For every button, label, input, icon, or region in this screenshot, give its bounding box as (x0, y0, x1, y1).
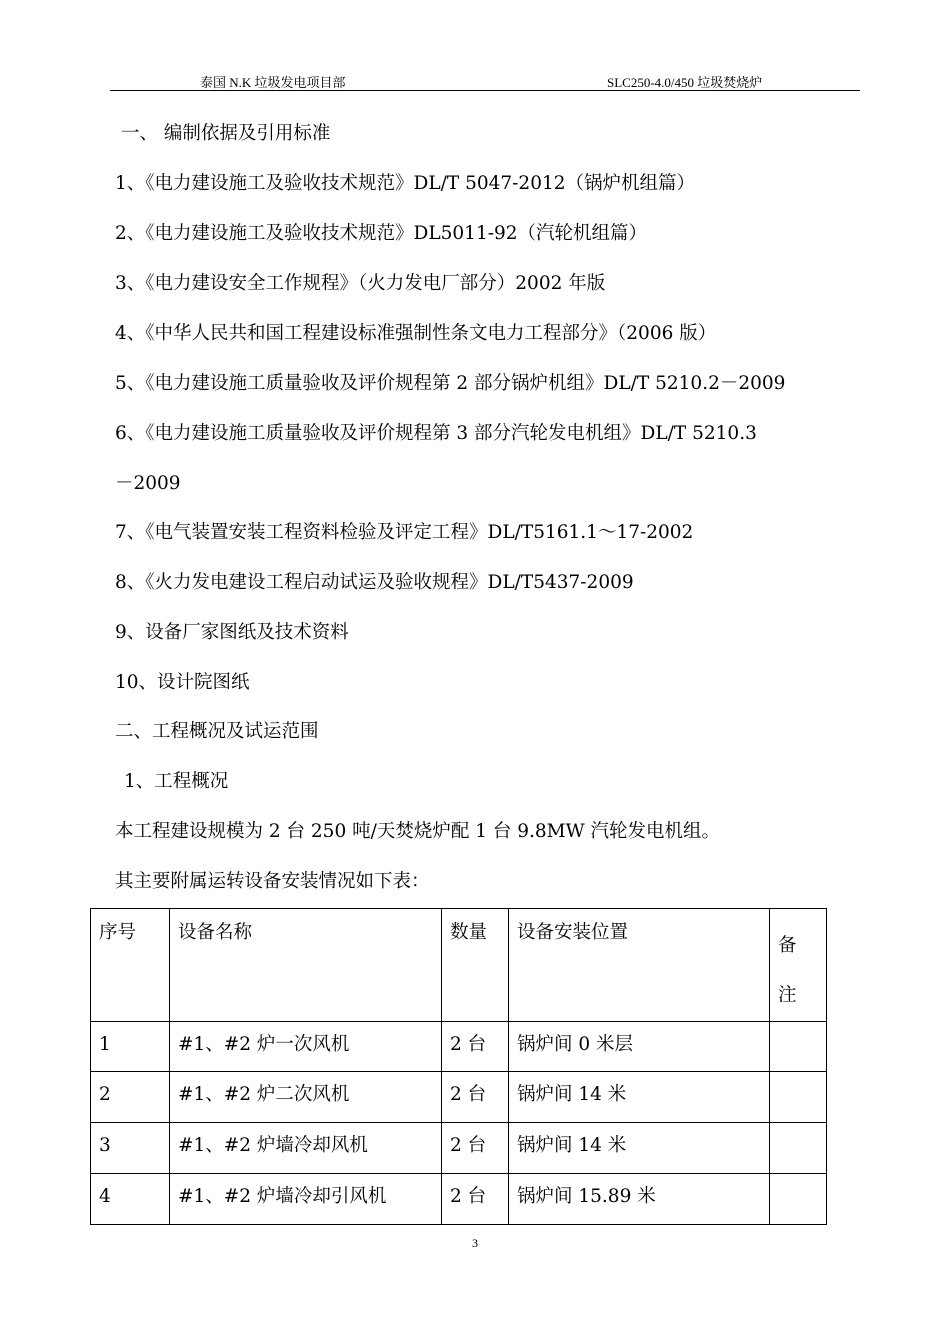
row-install-location: 锅炉间 14 米 (509, 1123, 770, 1174)
row-serial-no: 2 (91, 1072, 170, 1123)
table-intro-paragraph: 其主要附属运转设备安装情况如下表： (115, 871, 430, 892)
table-row (91, 1123, 827, 1174)
reference-8: 8、《火力发电建设工程启动试运及验收规程》DL/T5437-2009 (115, 572, 634, 593)
header-install-location: 设备安装位置 (509, 909, 770, 1022)
row-equipment-name: #1、#2 炉墙冷却引风机 (170, 1174, 442, 1225)
row-equipment-name: #1、#2 炉二次风机 (170, 1072, 442, 1123)
section-2-title: 二、工程概况及试运范围 (115, 721, 319, 742)
header-project-name: 泰国 N.K 垃圾发电项目部 (200, 75, 346, 90)
row-quantity: 2 台 (442, 1123, 509, 1174)
reference-3: 3、《电力建设安全工作规程》（火力发电厂部分）2002 年版 (115, 273, 606, 294)
page-header (110, 70, 860, 91)
row-quantity: 2 台 (442, 1022, 509, 1072)
row-remarks (770, 1072, 827, 1123)
header-remarks: 备 注 (770, 909, 827, 1022)
row-install-location: 锅炉间 15.89 米 (509, 1174, 770, 1225)
row-equipment-name: #1、#2 炉墙冷却风机 (170, 1123, 442, 1174)
row-remarks (770, 1022, 827, 1072)
row-install-location: 锅炉间 14 米 (509, 1072, 770, 1123)
header-equipment-model: SLC250-4.0/450 垃圾焚烧炉 (607, 75, 763, 90)
row-install-location: 锅炉间 0 米层 (509, 1022, 770, 1072)
reference-9: 9、设备厂家图纸及技术资料 (115, 622, 349, 643)
row-equipment-name: #1、#2 炉一次风机 (170, 1022, 442, 1072)
reference-5: 5、《电力建设施工质量验收及评价规程第 2 部分锅炉机组》DL/T 5210.2－2009 (115, 373, 786, 394)
header-equipment-name: 设备名称 (170, 909, 442, 1022)
row-serial-no: 4 (91, 1174, 170, 1225)
reference-6: 6、《电力建设施工质量验收及评价规程第 3 部分汽轮发电机组》DL/T 5210.3 (115, 423, 757, 444)
reference-10: 10、设计院图纸 (115, 672, 250, 693)
reference-4: 4、《中华人民共和国工程建设标准强制性条文电力工程部分》（2006 版） (115, 323, 717, 344)
project-scale-paragraph: 本工程建设规模为 2 台 250 吨/天焚烧炉配 1 台 9.8MW 汽轮发电机组。 (115, 821, 721, 842)
page-number: 3 (472, 1236, 478, 1250)
row-serial-no: 1 (91, 1022, 170, 1072)
subsection-title: 1、工程概况 (124, 771, 229, 792)
table-row (91, 1022, 827, 1072)
reference-6-continued: －2009 (115, 473, 181, 494)
row-quantity: 2 台 (442, 1174, 509, 1225)
table-row (91, 1072, 827, 1123)
header-quantity: 数量 (442, 909, 509, 1022)
reference-1: 1、《电力建设施工及验收技术规范》DL/T 5047-2012（锅炉机组篇） (115, 173, 696, 194)
table-header-row (91, 909, 827, 1022)
reference-7: 7、《电气装置安装工程资料检验及评定工程》DL/T5161.1～17-2002 (115, 522, 694, 543)
row-quantity: 2 台 (442, 1072, 509, 1123)
section-1-title: 一、 编制依据及引用标准 (121, 123, 331, 144)
header-serial-no: 序号 (91, 909, 170, 1022)
table-row (91, 1174, 827, 1225)
row-serial-no: 3 (91, 1123, 170, 1174)
row-remarks (770, 1174, 827, 1225)
reference-2: 2、《电力建设施工及验收技术规范》DL5011-92（汽轮机组篇） (115, 223, 648, 244)
equipment-table (90, 908, 827, 1225)
row-remarks (770, 1123, 827, 1174)
